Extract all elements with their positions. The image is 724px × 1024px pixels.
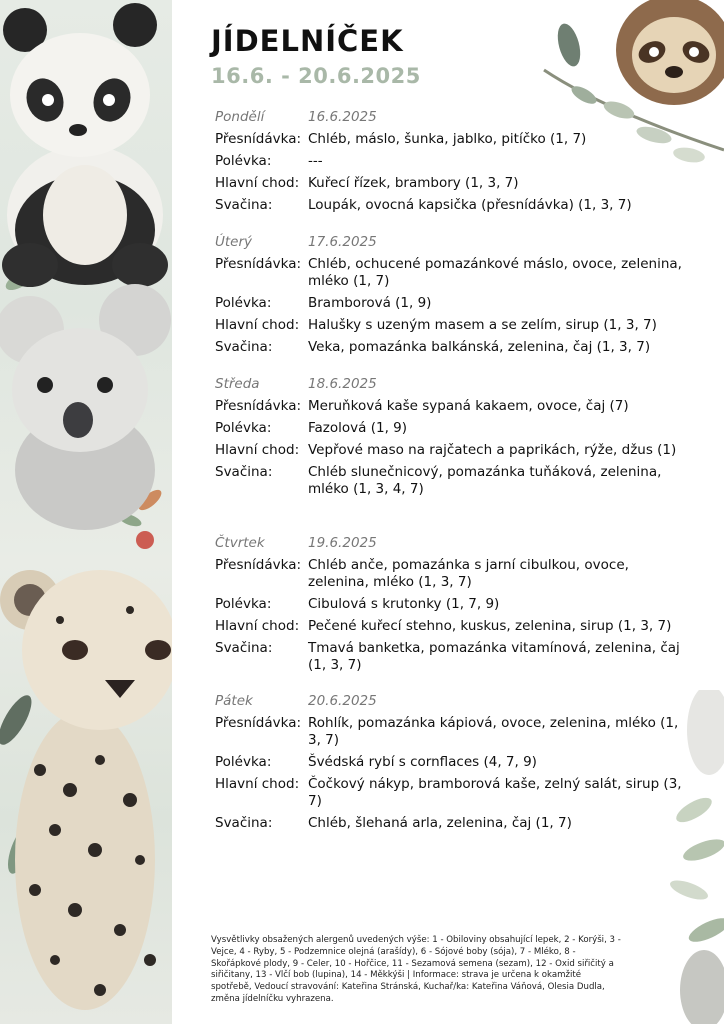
day-section-tuesday (215, 234, 685, 361)
meal-label: Polévka: (215, 420, 272, 436)
day-name: Středa (215, 376, 260, 392)
page-title: JÍDELNÍČEK (211, 24, 404, 58)
day-date: 16.6.2025 (308, 109, 377, 125)
meal-value: Tmavá banketka, pomazánka vitamínová, zelenina, čaj (1, 3, 7) (308, 640, 680, 673)
koala-illustration (0, 284, 171, 530)
meal-value: Cibulová s krutonky (1, 7, 9) (308, 596, 500, 612)
meal-value: Čočkový nákyp, bramborová kaše, zelný salát, sirup (3, 7) (308, 776, 682, 809)
menu-row (215, 715, 685, 749)
cheetah-cub-illustration (0, 570, 172, 1010)
meal-label: Polévka: (215, 754, 272, 770)
meal-label: Hlavní chod: (215, 618, 300, 634)
day-date: 18.6.2025 (308, 376, 377, 392)
meal-label: Přesnídávka: (215, 256, 302, 272)
meal-label: Svačina: (215, 815, 273, 831)
meal-label: Hlavní chod: (215, 175, 300, 191)
menu-row (215, 596, 685, 613)
day-name: Čtvrtek (215, 535, 265, 551)
meal-label: Hlavní chod: (215, 442, 300, 458)
meal-value: Kuřecí řízek, brambory (1, 3, 7) (308, 175, 519, 191)
menu-row (215, 442, 685, 459)
meal-label: Přesnídávka: (215, 398, 302, 414)
menu-row (215, 317, 685, 334)
menu-row (215, 815, 685, 832)
meal-value: Vepřové maso na rajčatech a paprikách, rýže, džus (1) (308, 442, 677, 458)
menu-row (215, 420, 685, 437)
menu-row (215, 197, 685, 214)
meal-value: Halušky s uzeným masem a se zelím, sirup (1, 3, 7) (308, 317, 657, 333)
meal-value: --- (308, 153, 323, 169)
meal-value: Chléb slunečnicový, pomazánka tuňáková, zelenina, mléko (1, 3, 4, 7) (308, 464, 662, 497)
meal-label: Svačina: (215, 339, 273, 355)
menu-row (215, 464, 685, 498)
meal-label: Svačina: (215, 197, 273, 213)
meal-value: Chléb, máslo, šunka, jablko, pitíčko (1, 7) (308, 131, 587, 147)
day-name: Pátek (215, 693, 253, 709)
meal-value: Švédská rybí s cornflaces (4, 7, 9) (308, 754, 537, 770)
day-date: 17.6.2025 (308, 234, 377, 250)
meal-value: Bramborová (1, 9) (308, 295, 432, 311)
animal-illustration-strip (0, 0, 172, 1024)
menu-row (215, 339, 685, 356)
meal-label: Svačina: (215, 640, 273, 656)
meal-label: Svačina: (215, 464, 273, 480)
meal-value: Meruňková kaše sypaná kakaem, ovoce, čaj (7) (308, 398, 629, 414)
meal-value: Chléb anče, pomazánka s jarní cibulkou, ovoce, zelenina, mléko (1, 3, 7) (308, 557, 629, 590)
menu-row (215, 256, 685, 290)
menu-row (215, 640, 685, 674)
meal-value: Veka, pomazánka balkánská, zelenina, čaj (1, 3, 7) (308, 339, 651, 355)
meal-value: Rohlík, pomazánka kápiová, ovoce, zelenina, mléko (1, 3, 7) (308, 715, 679, 748)
day-name: Pondělí (215, 109, 265, 125)
menu-row (215, 153, 685, 170)
day-section-wednesday (215, 376, 685, 503)
day-name: Úterý (215, 234, 253, 250)
menu-row (215, 398, 685, 415)
meal-value: Fazolová (1, 9) (308, 420, 408, 436)
menu-row (215, 175, 685, 192)
meal-label: Přesnídávka: (215, 131, 302, 147)
allergen-footnote: Vysvětlivky obsažených alergenů uvedených výše: 1 - Obiloviny obsahující lepek, 2 - Korýši, 3 - Vejce, 4 - Ryby, 5 - Podzemnice olejná (arašídy), 6 - Sójové boby (sója), 7 - Mléko, 8 - Skořápkové plody, 9 - Celer, 10 - Hořčice, 11 - Sezamová semena (sezam), 12 - Oxid siřičitý a siřičitany, 13 - Vlčí bob (lupina), 14 - Měkkýši | Informace: strava je určena k okamžité spotřebě, Vedoucí stravování: Kateřina Stránská, Kuchař/ka: Kateřina Váňová, Olesia Dudla, změna jídelníčku vyhrazena. (211, 935, 621, 1004)
menu-row (215, 131, 685, 148)
day-date: 20.6.2025 (308, 693, 377, 709)
menu-row (215, 776, 685, 810)
meal-value: Loupák, ovocná kapsička (přesnídávka) (1, 3, 7) (308, 197, 632, 213)
menu-row (215, 295, 685, 312)
day-section-thursday (215, 535, 685, 679)
meal-label: Polévka: (215, 153, 272, 169)
menu-row (215, 557, 685, 591)
meal-label: Přesnídávka: (215, 557, 302, 573)
meal-value: Chléb, ochucené pomazánkové máslo, ovoce, zelenina, mléko (1, 7) (308, 256, 682, 289)
panda-illustration (2, 3, 168, 287)
meal-label: Polévka: (215, 295, 272, 311)
day-section-monday (215, 109, 685, 219)
meal-value: Chléb, šlehaná arla, zelenina, čaj (1, 7) (308, 815, 572, 831)
menu-row (215, 618, 685, 635)
menu-row (215, 754, 685, 771)
meal-label: Hlavní chod: (215, 776, 300, 792)
meal-value: Pečené kuřecí stehno, kuskus, zelenina, sirup (1, 3, 7) (308, 618, 672, 634)
meal-label: Polévka: (215, 596, 272, 612)
day-section-friday (215, 693, 685, 837)
day-date: 19.6.2025 (308, 535, 377, 551)
meal-label: Hlavní chod: (215, 317, 300, 333)
meal-label: Přesnídávka: (215, 715, 302, 731)
date-range: 16.6. - 20.6.2025 (211, 64, 421, 88)
